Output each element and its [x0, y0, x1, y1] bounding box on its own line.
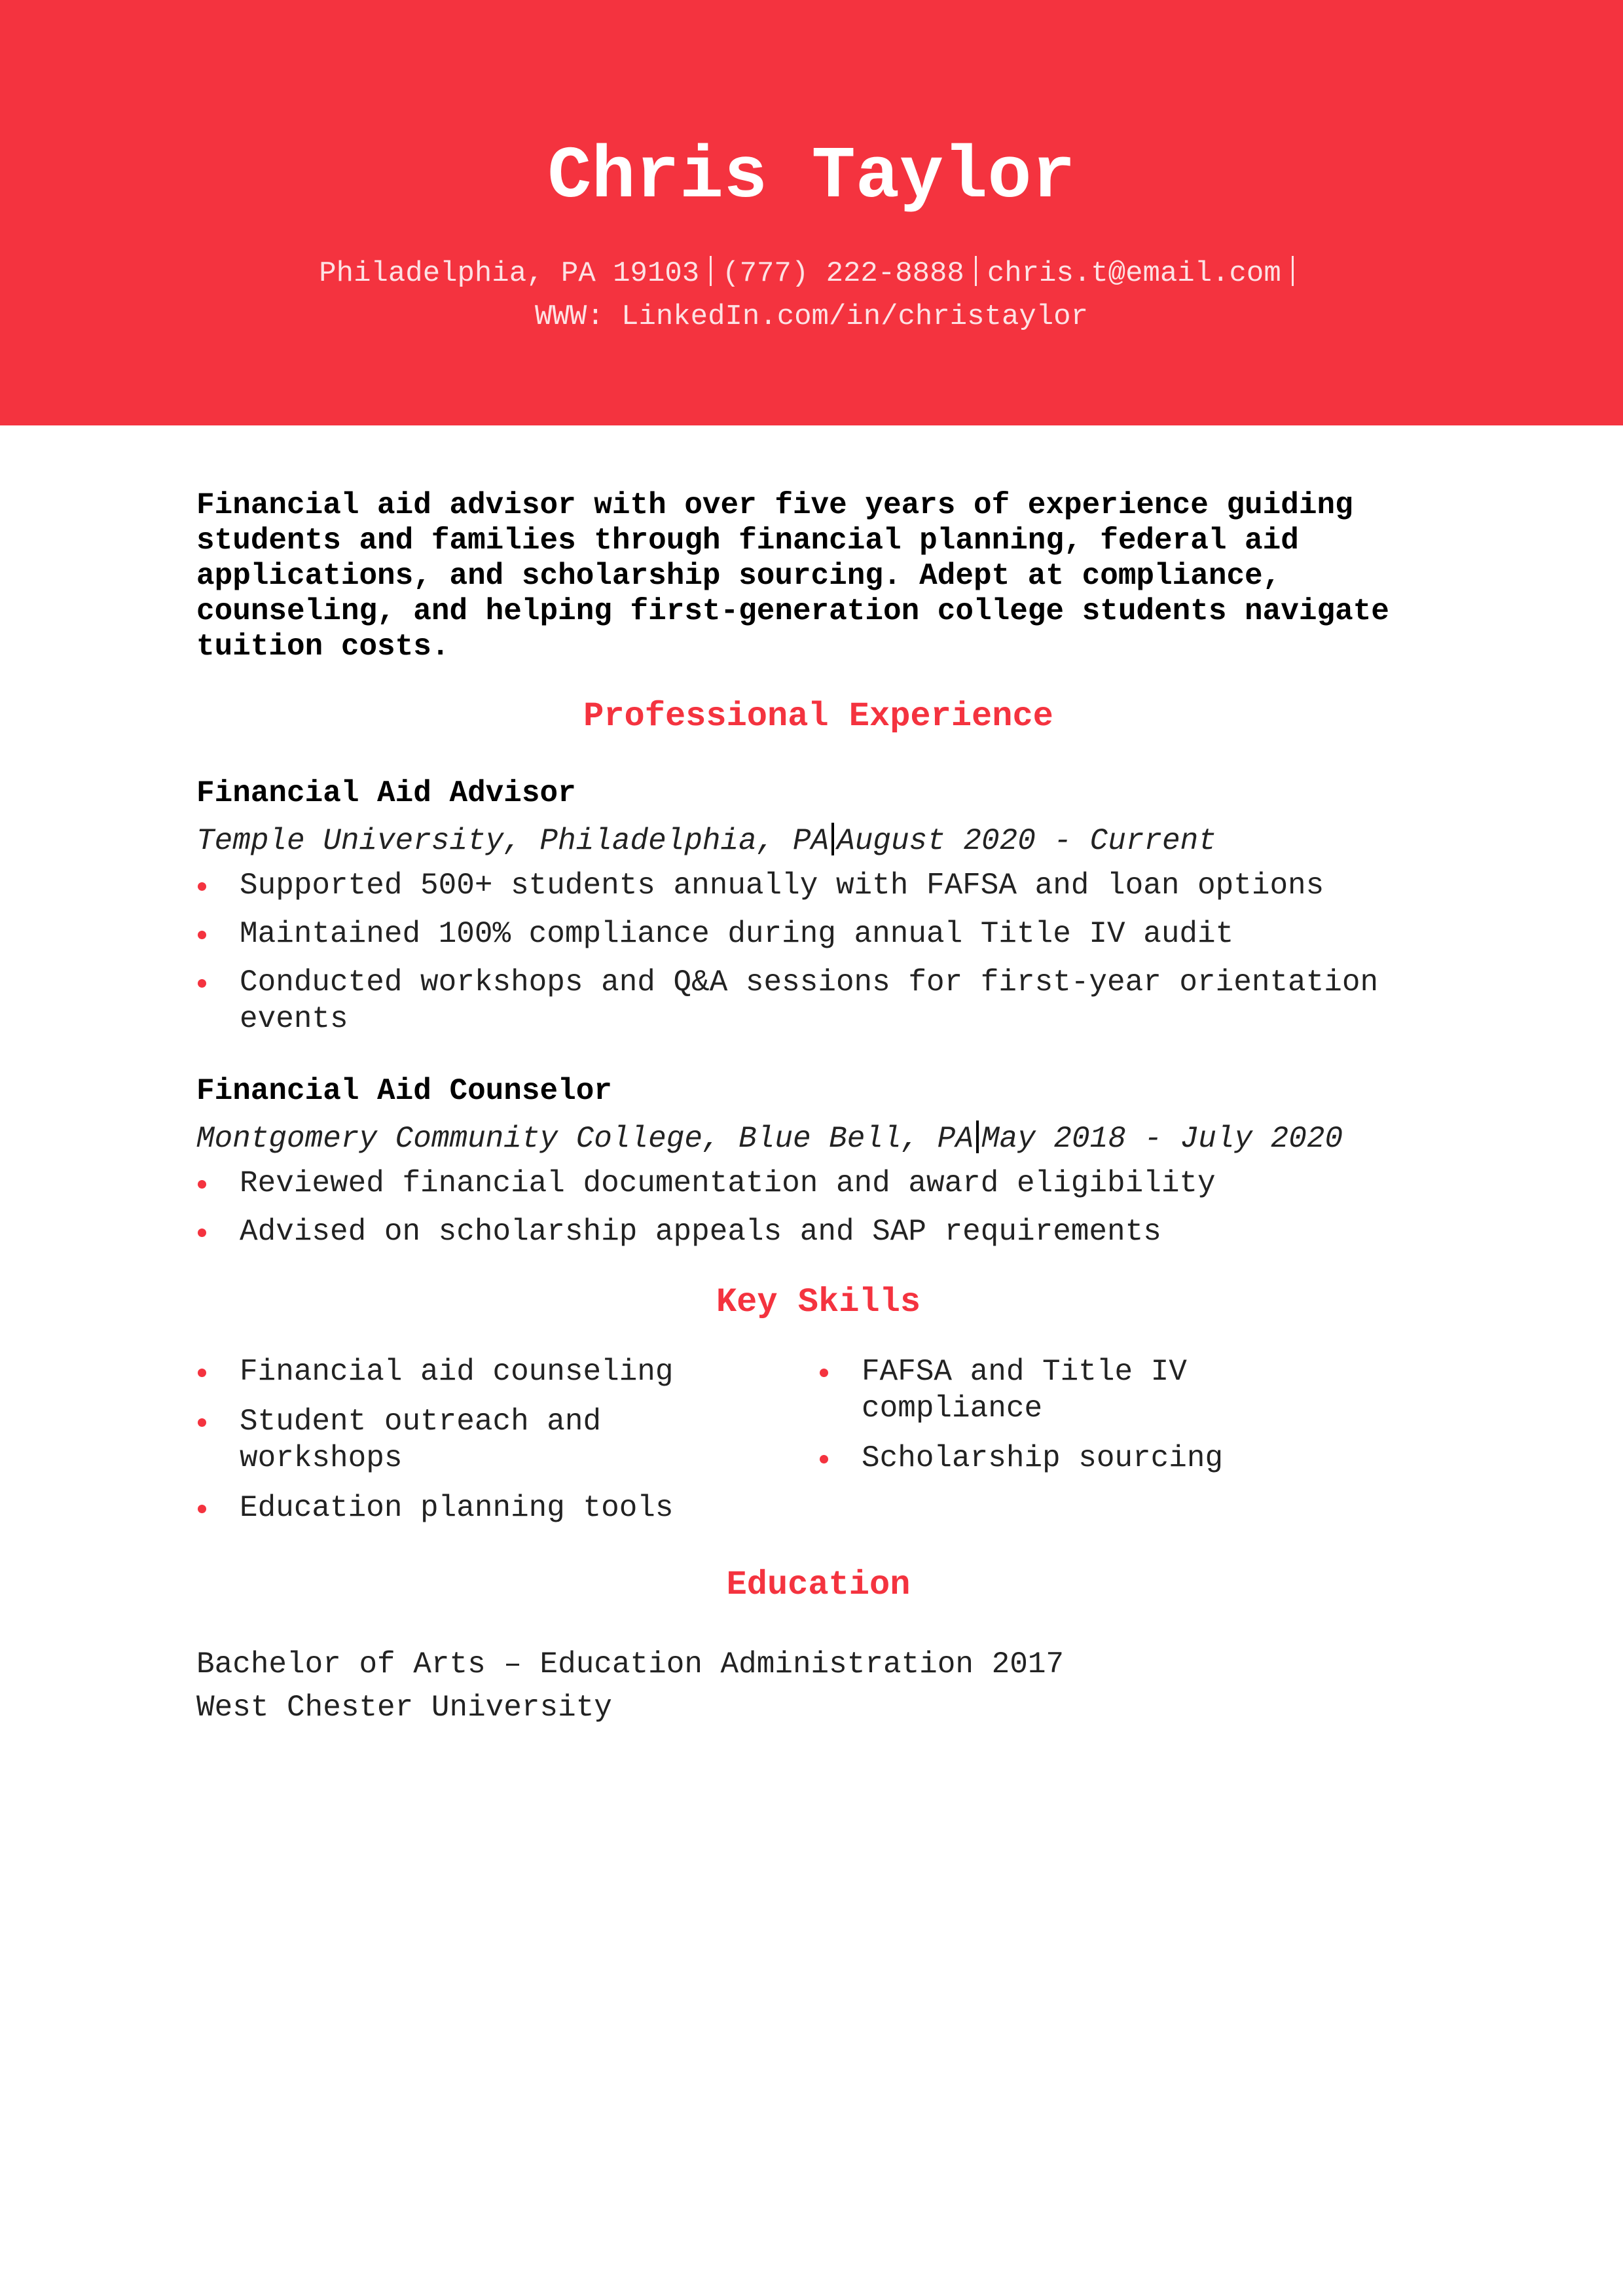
skill-text: Scholarship sourcing	[862, 1441, 1224, 1475]
bullet-dot-icon	[198, 882, 206, 891]
skills-column-right	[818, 1354, 1440, 1539]
job-employer: Montgomery Community College, Blue Bell, PA	[196, 1122, 974, 1156]
bullet-dot-icon	[198, 931, 206, 939]
separator	[831, 823, 834, 855]
list-item	[196, 1165, 1440, 1202]
location: Philadelphia, PA 19103	[319, 257, 700, 290]
skills-column-left	[196, 1354, 818, 1539]
school: West Chester University	[196, 1691, 612, 1725]
list-item	[196, 1490, 763, 1526]
job-title: Financial Aid Counselor	[196, 1074, 612, 1108]
skills-list	[196, 1354, 818, 1526]
bullet-dot-icon	[198, 1369, 206, 1377]
separator	[710, 256, 712, 286]
job-bullets	[196, 867, 1440, 1037]
contact-info	[131, 252, 1492, 338]
job-entry	[196, 776, 1440, 1037]
separator	[975, 256, 977, 286]
bullet-dot-icon	[198, 1505, 206, 1513]
bullet-dot-icon	[820, 1369, 828, 1377]
job-meta	[196, 1121, 1440, 1157]
separator	[1292, 256, 1294, 286]
email-link[interactable]: chris.t@email.com	[987, 257, 1281, 290]
list-item	[196, 1354, 763, 1390]
list-item-text: Maintained 100% compliance during annual Title IV audit	[240, 917, 1234, 951]
candidate-name: Chris Taylor	[547, 135, 1076, 219]
list-item	[196, 964, 1440, 1037]
skills-grid	[196, 1354, 1440, 1539]
bullet-dot-icon	[198, 1229, 206, 1237]
list-item-text: Supported 500+ students annually with FAFSA and loan options	[240, 869, 1324, 903]
skills-list	[818, 1354, 1440, 1477]
list-item	[818, 1354, 1267, 1427]
skill-text: Financial aid counseling	[240, 1355, 674, 1389]
bullet-dot-icon	[198, 1180, 206, 1189]
skill-text: FAFSA and Title IV compliance	[862, 1355, 1187, 1426]
degree-line	[196, 1643, 1440, 1686]
job-meta	[196, 823, 1440, 859]
summary: Financial aid advisor with over five years of experience guiding students and families through financial planning, federal aid applications, and scholarship sourcing. Adept at compliance, counseling, and helping first-generation college students navigate tuition costs.	[196, 488, 1389, 664]
job-dates: May 2018 - July 2020	[981, 1122, 1343, 1156]
skill-text: Student outreach and workshops	[240, 1405, 602, 1475]
resume-header	[0, 0, 1623, 425]
job-dates: August 2020 - Current	[837, 824, 1216, 858]
phone: (777) 222-8888	[722, 257, 964, 290]
job-title: Financial Aid Advisor	[196, 776, 576, 810]
bullet-dot-icon	[198, 1418, 206, 1427]
list-item-text: Reviewed financial documentation and award eligibility	[240, 1166, 1216, 1200]
website-link[interactable]: WWW: LinkedIn.com/in/christaylor	[535, 300, 1088, 333]
degree: Bachelor of Arts – Education Administration	[196, 1647, 974, 1681]
graduation-year: 2017	[991, 1647, 1065, 1681]
bullet-dot-icon	[820, 1455, 828, 1463]
experience-heading: Professional Experience	[583, 697, 1053, 736]
education-entry	[196, 1643, 1440, 1729]
list-item-text: Conducted workshops and Q&A sessions for first-year orientation events	[240, 965, 1379, 1036]
job-bullets	[196, 1165, 1440, 1250]
education-heading: Education	[726, 1566, 911, 1604]
list-item	[818, 1440, 1267, 1477]
resume-body	[196, 488, 1440, 1729]
list-item	[196, 867, 1440, 904]
list-item	[196, 1403, 763, 1477]
list-item	[196, 916, 1440, 952]
bullet-dot-icon	[198, 979, 206, 988]
skills-heading: Key Skills	[716, 1283, 921, 1321]
separator	[976, 1121, 979, 1153]
job-entry	[196, 1073, 1440, 1250]
list-item	[196, 1213, 1440, 1250]
skill-text: Education planning tools	[240, 1491, 674, 1525]
job-employer: Temple University, Philadelphia, PA	[196, 824, 830, 858]
list-item-text: Advised on scholarship appeals and SAP requirements	[240, 1215, 1161, 1249]
